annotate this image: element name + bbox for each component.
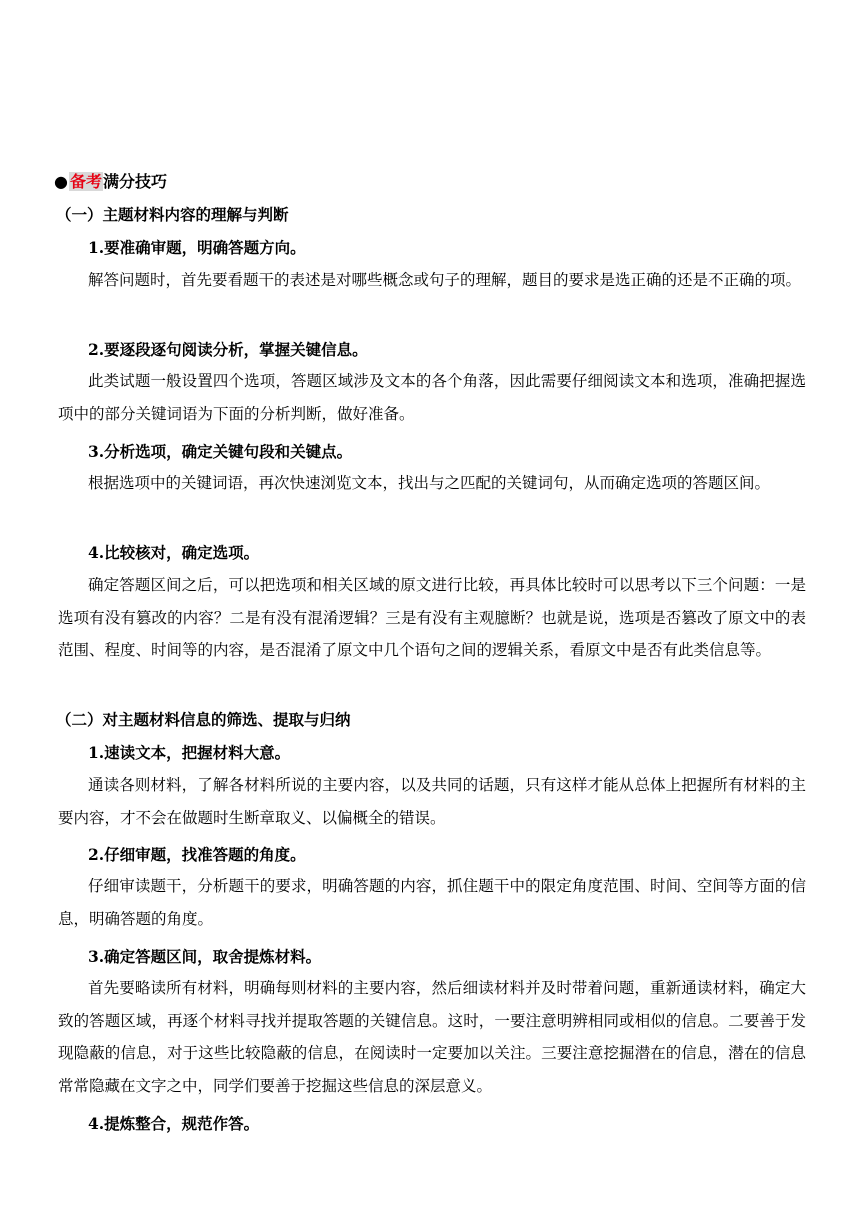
section-1-item-4-text: 确定答题区间之后，可以把选项和相关区域的原文进行比较，再具体比较时可以思考以下三个问题：一是选项有没有篡改的内容？二是有没有混淆逻辑？三是有没有主观臆断？也就是说，选项是否篡改了原文中的表范围、程度、时间等的内容，是否混淆了原文中几个语句之间的逻辑关系，看原文中是否有此类信息等。 — [58, 576, 806, 659]
section-1-item-3-heading: 3.分析选项，确定关键句段和关键点。 — [88, 442, 353, 461]
section-1-title: （一）主题材料内容的理解与判断 — [56, 205, 289, 224]
section-1-item-3-text: 根据选项中的关键词语，再次快速浏览文本，找出与之匹配的关键词句，从而确定选项的答题区间。 — [88, 474, 771, 492]
section-2-item-3-text: 首先要略读所有材料，明确每则材料的主要内容，然后细读材料并及时带着问题，重新通读材料，确定大致的答题区域，再逐个材料寻找并提取答题的关键信息。这时，一要注意明辨相同或相似的信息。二要善于发现隐蔽的信息，对于这些比较隐蔽的信息，在阅读时一定要加以关注。三要注意挖掘潜在的信息，潜在的信息常常隐藏在文字之中，同学们要善于挖掘这些信息的深层意义。 — [58, 979, 806, 1095]
section-2-item-2-text: 仔细审读题干，分析题干的要求，明确答题的内容，抓住题干中的限定角度范围、时间、空间等方面的信息，明确答题的角度。 — [58, 877, 806, 928]
section-1-item-4-heading: 4.比较核对，确定选项。 — [88, 543, 260, 562]
title-rest: 满分技巧 — [102, 172, 167, 191]
bullet-icon: ● — [54, 172, 68, 191]
section-2-title: （二）对主题材料信息的筛选、提取与归纳 — [56, 710, 351, 729]
section-1-item-1-heading: 1.要准确审题，明确答题方向。 — [88, 238, 306, 257]
page-title — [54, 172, 804, 192]
section-2-item-1-text: 通读各则材料，了解各材料所说的主要内容，以及共同的话题，只有这样才能从总体上把握所有材料的主要内容，才不会在做题时生断章取义、以偏概全的错误。 — [58, 776, 806, 827]
section-2-item-1-heading: 1.速读文本，把握材料大意。 — [88, 743, 291, 762]
section-2-item-2-heading: 2.仔细审题，找准答题的角度。 — [88, 845, 306, 864]
section-2-item-3-heading: 3.确定答题区间，取舍提炼材料。 — [88, 947, 322, 966]
section-1-item-1-text: 解答问题时，首先要看题干的表述是对哪些概念或句子的理解，题目的要求是选正确的还是不正确的项。 — [88, 271, 802, 289]
title-highlight: 备考 — [69, 172, 102, 191]
section-1-item-2-text: 此类试题一般设置四个选项，答题区域涉及文本的各个角落，因此需要仔细阅读文本和选项，准确把握选项中的部分关键词语为下面的分析判断，做好准备。 — [58, 372, 806, 423]
section-2-item-4-heading: 4.提炼整合，规范作答。 — [88, 1114, 260, 1133]
section-1-item-2-heading: 2.要逐段逐句阅读分析，掌握关键信息。 — [88, 340, 368, 359]
